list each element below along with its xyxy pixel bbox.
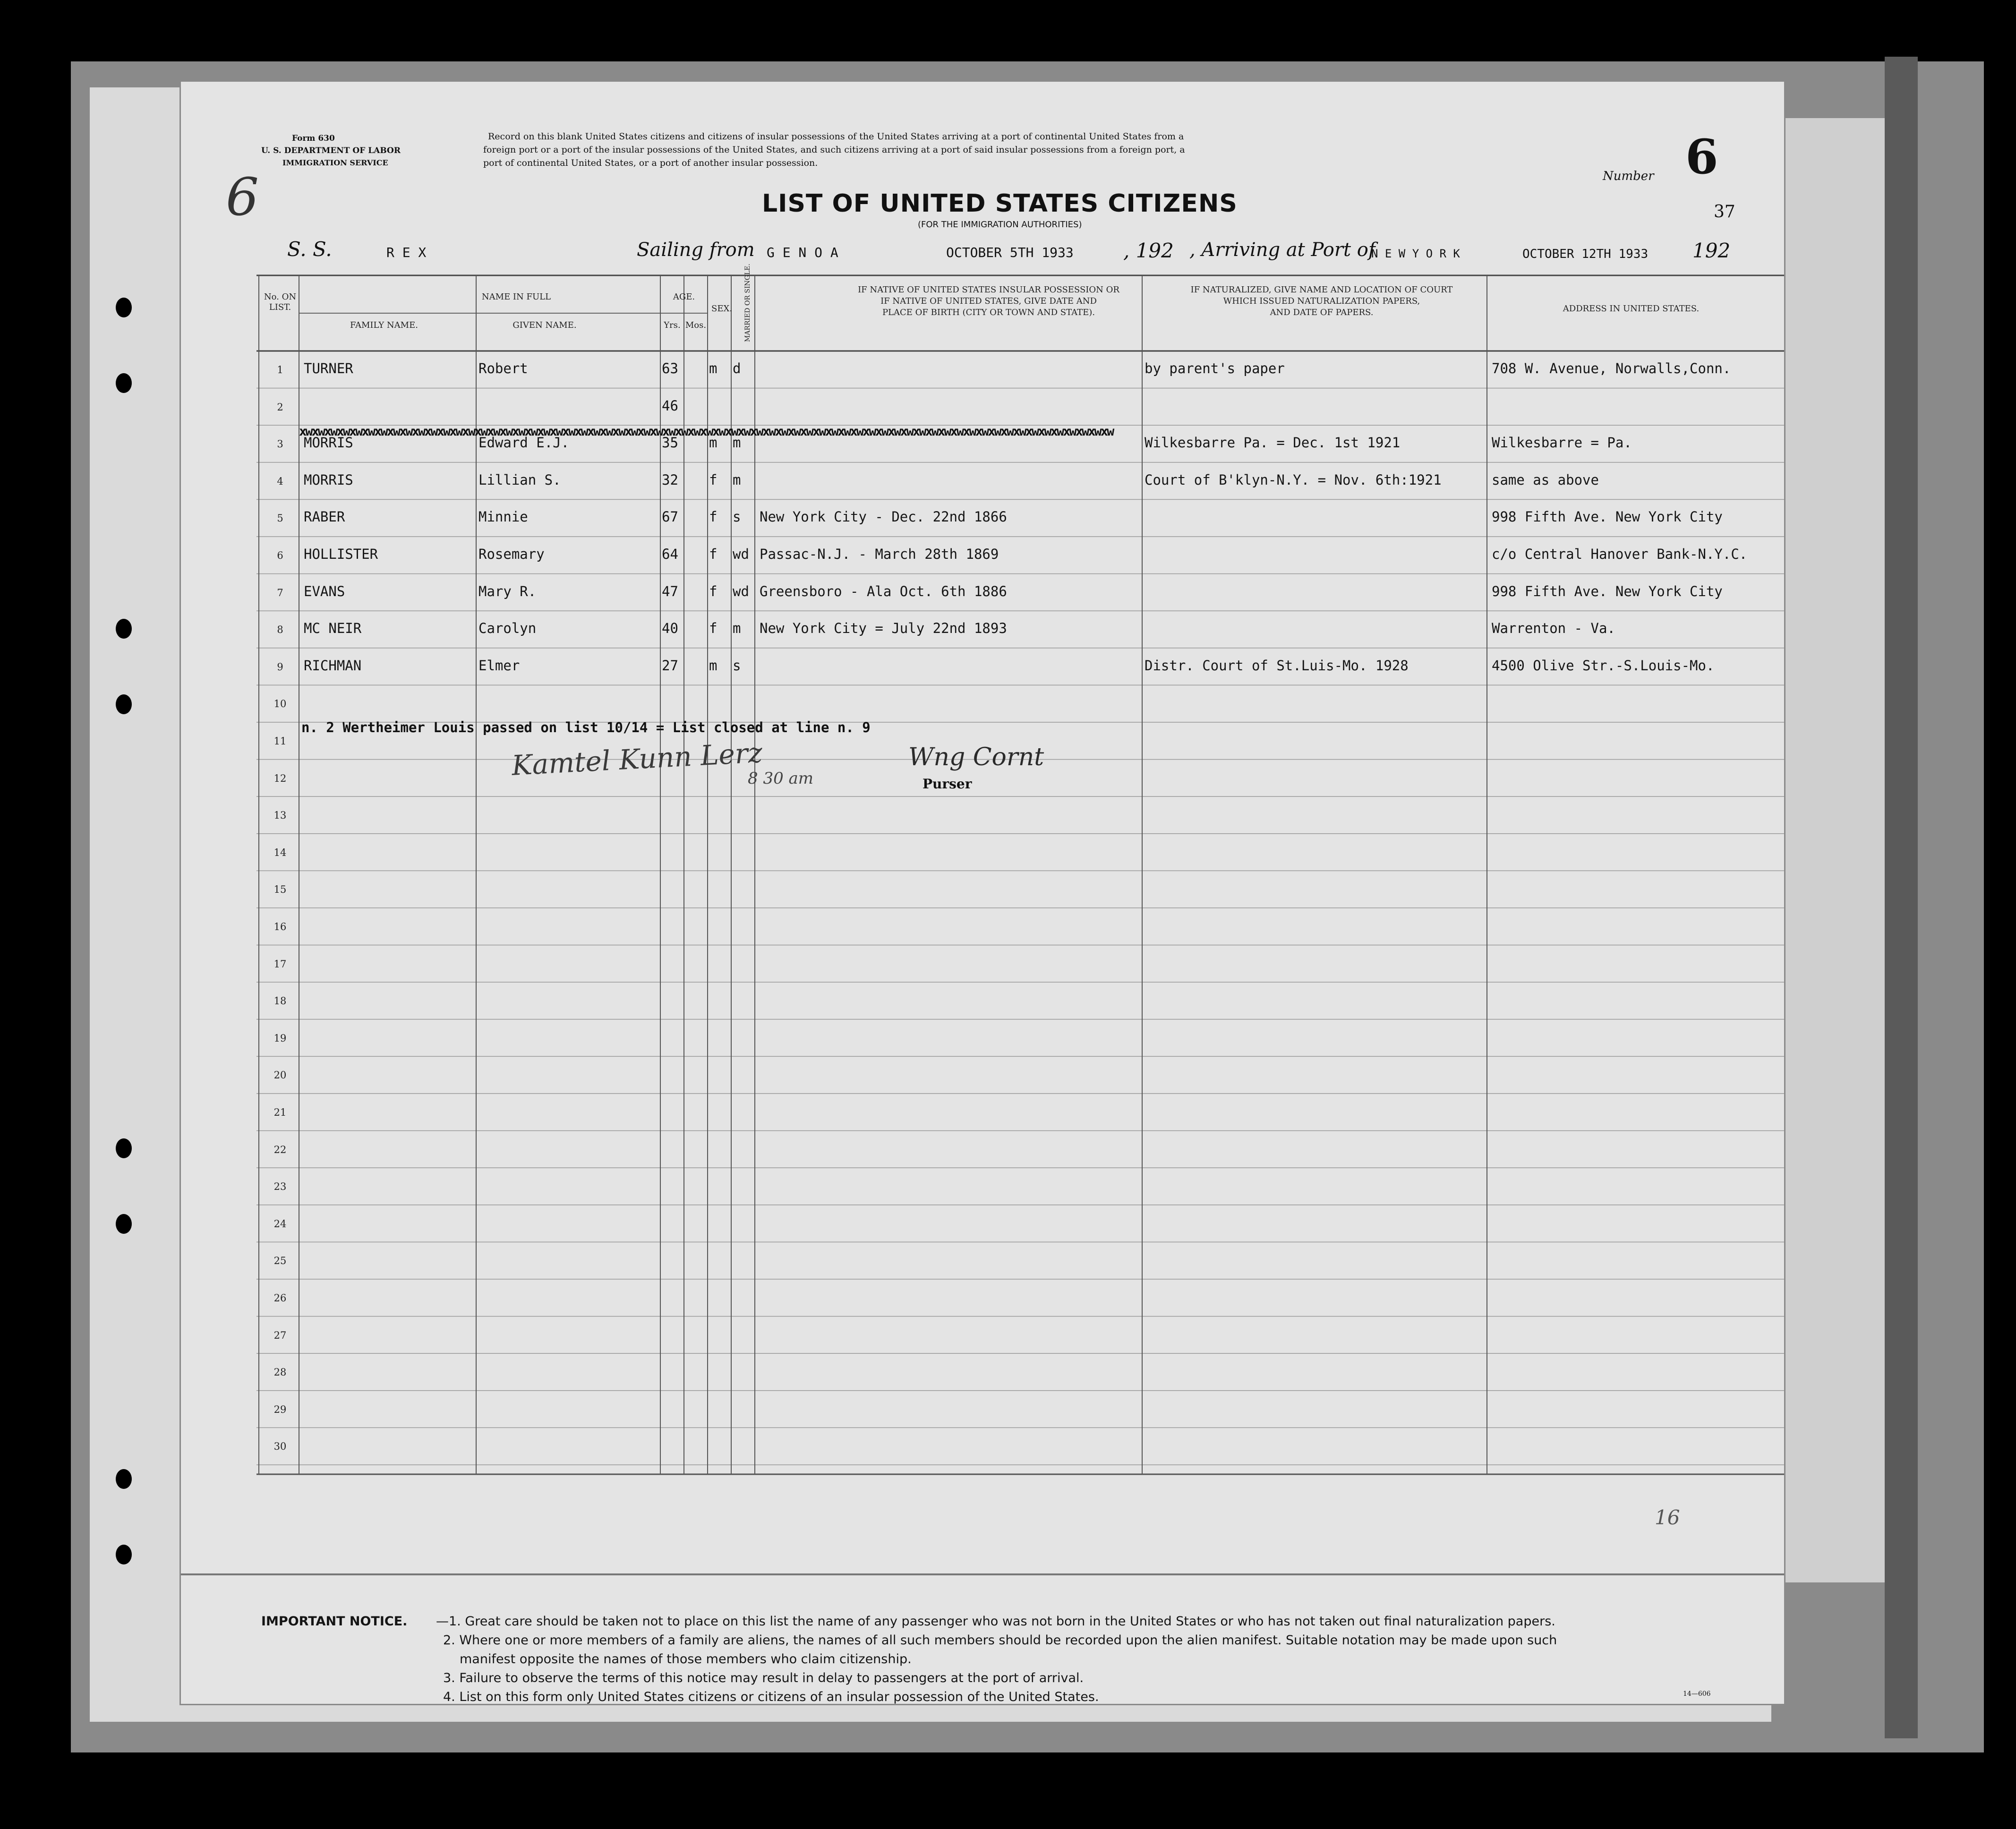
line-number: 8 [277,624,283,636]
arriving-label: , Arriving at Port of [1189,239,1375,261]
cell-address: 998 Fifth Ave. New York City [1492,509,1723,525]
cell-married: d [733,360,741,376]
cell-married: s [733,509,741,525]
binder-hole [116,298,132,317]
binder-hole [45,373,61,393]
cell-address: 708 W. Avenue, Norwalls,Conn. [1492,360,1731,376]
cell-yrs: 46 [662,397,678,414]
cell-sex: m [709,360,718,376]
ss-label: S. S. [287,238,332,261]
line-number: 25 [273,1255,287,1267]
header-birth-line-1: IF NATIVE OF UNITED STATES INSULAR POSSESSION OR [858,285,1119,295]
notice-item-2: 2. Where one or more members of a family are aliens, the names of all such members should be recorded upon the alien manifest. Suitable notation may be made upon such [443,1633,1557,1648]
line-number: 1 [277,364,283,376]
cell-married: m [733,471,741,488]
cell-yrs: 67 [662,509,678,525]
cell-birth: New York City - Dec. 22nd 1866 [760,509,1007,525]
binder-hole [45,298,61,317]
header-birth-line-3: PLACE OF BIRTH (CITY OR TOWN AND STATE). [882,308,1095,317]
cell-yrs: 35 [662,435,678,451]
notice-item-3: 3. Failure to observe the terms of this notice may result in delay to passengers at the port of arrival. [443,1671,1084,1685]
cell-given: Rosemary [478,546,545,562]
cell-yrs: 47 [662,583,678,599]
line-number: 28 [273,1367,287,1378]
cell-family: MORRIS [304,471,353,488]
line-number: 14 [273,846,287,858]
cell-sex: f [709,620,718,637]
cell-yrs: 63 [662,360,678,376]
corner-handwritten-number: 6 [226,167,259,227]
line-number: 21 [273,1107,287,1118]
notice-heading: IMPORTANT NOTICE. [261,1614,408,1629]
line-number: 16 [273,921,287,932]
header-naturalized-line-3: AND DATE OF PAPERS. [1270,308,1374,317]
cell-sex: m [709,435,718,451]
cell-married: s [733,657,741,674]
line-number: 9 [277,661,283,673]
cell-married: m [733,435,741,451]
cell-address: c/o Central Hanover Bank-N.Y.C. [1492,546,1748,562]
record-note-line-1: Record on this blank United States citizens and citizens of insular possessions of the United States arriving at a port of continental United States from a [488,131,1184,142]
sailing-date: OCTOBER 5TH 1933 [946,245,1074,260]
header-no-on-list: No. ON LIST. [264,292,297,312]
number-label: Number [1603,169,1654,183]
cell-sex: f [709,546,718,562]
manifest-sheet [179,80,1785,1705]
cell-naturalized: by parent's paper [1145,360,1285,376]
department-name: U. S. DEPARTMENT OF LABOR [261,146,401,155]
number-value: 6 [1685,129,1718,185]
year-suffix-2: 192 [1692,239,1731,262]
time-note: 8 30 am [748,769,814,788]
cell-naturalized: Distr. Court of St.Luis-Mo. 1928 [1145,657,1409,674]
cell-married: m [733,620,741,637]
binder-hole [116,694,132,714]
cell-given: Elmer [478,657,520,674]
line-number: 7 [277,587,283,598]
header-given-name: GIVEN NAME. [513,320,577,330]
binder-hole [116,1469,132,1489]
header-address: ADDRESS IN UNITED STATES. [1563,304,1700,314]
line-number: 4 [277,475,283,487]
notice-item-1: —1. Great care should be taken not to place on this list the name of any passenger who was not born in the United States or who has not taken out final naturalization papers. [436,1614,1555,1629]
service-name: IMMIGRATION SERVICE [282,158,388,167]
cell-yrs: 40 [662,620,678,637]
line-number: 12 [273,772,287,784]
cell-yrs: 64 [662,546,678,562]
cell-family: TURNER [304,360,353,376]
cell-family: EVANS [304,583,345,599]
line-number: 24 [273,1218,287,1230]
cell-family: HOLLISTER [304,546,378,562]
cell-sex: f [709,583,718,599]
bottom-mark: 16 [1655,1506,1680,1529]
line-number: 30 [273,1441,287,1453]
closing-note: n. 2 Wertheimer Louis passed on list 10/14 = List closed at line n. 9 [301,719,871,735]
cell-address: Warrenton - Va. [1492,620,1615,637]
line-number: 2 [277,401,283,413]
cell-given: Robert [478,360,528,376]
form-title: LIST OF UNITED STATES CITIZENS [762,189,1238,218]
ship-name: R E X [386,245,427,260]
arrival-port: N E W Y O R K [1371,247,1460,260]
officer-signature: Kamtel Kunn Lerz [511,736,763,782]
binder-hole [116,1214,132,1234]
header-yrs: Yrs. [664,320,681,330]
header-naturalized-line-2: WHICH ISSUED NATURALIZATION PAPERS, [1223,296,1420,306]
binding-strip [1885,57,1918,1738]
header-sex: SEX. [711,304,732,314]
line-number: 6 [277,550,283,561]
arrival-date: OCTOBER 12TH 1933 [1522,247,1649,261]
form-number: Form 630 [292,134,335,143]
line-number: 22 [273,1144,287,1155]
binder-hole [116,1138,132,1158]
purser-signature: Wng Cornt [908,743,1044,771]
line-number: 26 [273,1292,287,1304]
purser-label: Purser [923,776,972,792]
cell-given: Edward E.J. [478,435,570,451]
cell-address: same as above [1492,471,1599,488]
cell-family: RICHMAN [304,657,362,674]
notice-item-2-cont: manifest opposite the names of those members who claim citizenship. [460,1652,912,1667]
header-age: AGE. [673,292,695,302]
cell-married: wd [733,583,749,599]
record-note-line-2: foreign port or a port of the insular possessions of the United States, and such citizens arriving at a port of said insular possessions from a foreign port, a [483,145,1185,155]
binder-hole [116,619,132,639]
cell-naturalized: Court of B'klyn-N.Y. = Nov. 6th:1921 [1145,471,1442,488]
cell-yrs: 32 [662,471,678,488]
binder-hole [116,373,132,393]
cell-address: Wilkesbarre = Pa. [1492,435,1632,451]
line-number: 10 [273,698,287,710]
cell-given: Minnie [478,509,528,525]
cell-birth: Passac-N.J. - March 28th 1869 [760,546,999,562]
header-naturalized-line-1: IF NATURALIZED, GIVE NAME AND LOCATION OF COURT [1190,285,1453,295]
cell-address: 998 Fifth Ave. New York City [1492,583,1723,599]
header-mos: Mos. [685,320,707,330]
row-2-strikeout: xwxwxwxwxwxwxwxwxwxwxwxwxwxwxwxwxwxwxwxwxwxwxwxwxwxwxwxwxwxwxwxwxwxwxwxwxwxwxwxwxwxwxwxwxwxwxwxwxwxwxwxwxwxwxwxwxwxwxwxwxwxwxwxwxw [299,424,1113,439]
cell-given: Carolyn [478,620,537,637]
line-number: 18 [273,995,287,1007]
cell-married: wd [733,546,749,562]
year-suffix-1: , 192 [1123,239,1174,262]
cell-birth: New York City = July 22nd 1893 [760,620,1007,637]
line-number: 23 [273,1181,287,1193]
line-number: 5 [277,513,283,524]
cell-given: Lillian S. [478,471,561,488]
sailing-port: G E N O A [767,245,838,260]
cell-sex: f [709,471,718,488]
line-number: 17 [273,958,287,970]
page-mark: 37 [1714,202,1735,222]
sailing-from-label: Sailing from [637,239,755,261]
cell-sex: m [709,657,718,674]
line-number: 20 [273,1069,287,1081]
form-subtitle: (FOR THE IMMIGRATION AUTHORITIES) [918,220,1082,230]
cell-address: 4500 Olive Str.-S.Louis-Mo. [1492,657,1715,674]
header-family-name: FAMILY NAME. [350,320,418,330]
cell-family: MC NEIR [304,620,362,637]
cell-birth: Greensboro - Ala Oct. 6th 1886 [760,583,1007,599]
line-number: 19 [273,1032,287,1044]
line-number: 3 [277,438,283,450]
notice-item-4: 4. List on this form only United States citizens or citizens of an insular possession of the United States. [443,1690,1099,1704]
line-number: 15 [273,884,287,896]
line-number: 11 [273,735,287,747]
record-note-line-3: port of continental United States, or a port of another insular possession. [483,158,818,168]
cell-family: RABER [304,509,345,525]
header-birth-line-2: IF NATIVE OF UNITED STATES, GIVE DATE AND [880,296,1097,306]
cell-yrs: 27 [662,657,678,674]
header-name-in-full: NAME IN FULL [481,292,551,302]
line-number: 27 [273,1329,287,1341]
cell-family: MORRIS [304,435,353,451]
print-code: 14—606 [1683,1690,1711,1698]
adjacent-page-edge [1771,118,1897,1582]
cell-sex: f [709,509,718,525]
header-married-or-single: MARRIED OR SINGLE. [744,264,752,342]
cell-given: Mary R. [478,583,537,599]
cell-naturalized: Wilkesbarre Pa. = Dec. 1st 1921 [1145,435,1401,451]
line-number: 29 [273,1403,287,1415]
line-number: 13 [273,810,287,821]
binder-hole [116,1545,132,1564]
